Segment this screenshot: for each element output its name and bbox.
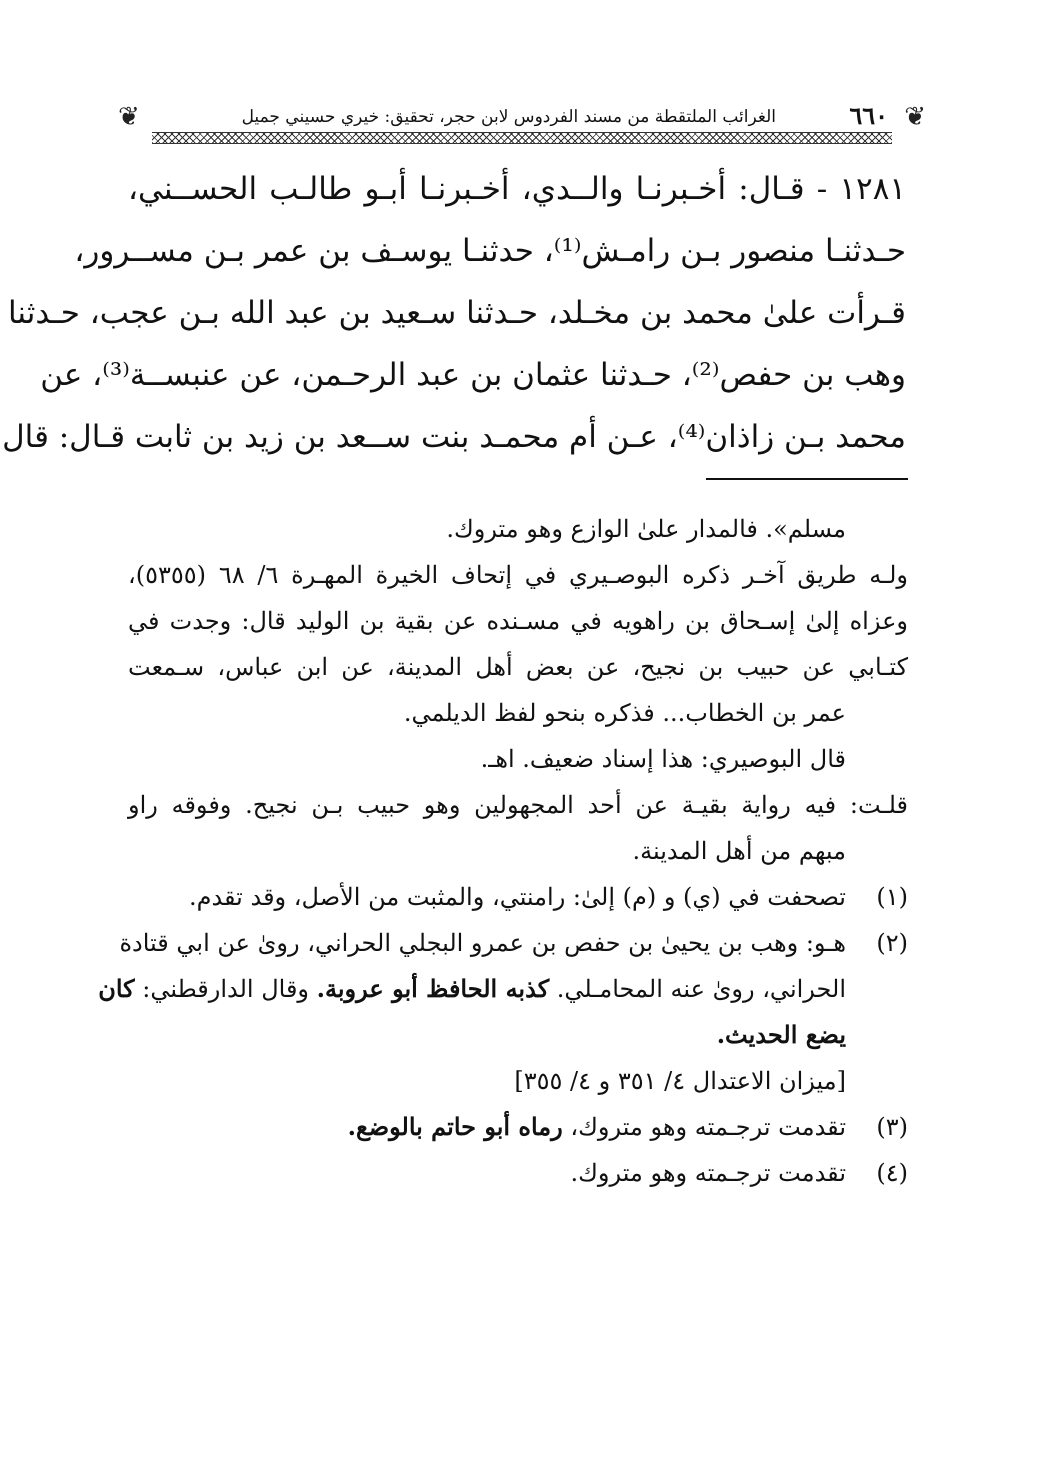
footnote-number: (٣): [876, 1113, 908, 1141]
footnote-2-line-4: [128, 1058, 908, 1104]
ornament-icon: ❦: [118, 102, 140, 132]
footnote-4: [128, 1150, 908, 1196]
footnote-1: [128, 874, 908, 920]
footnote-text: تصحفت في (ي) و (م) إلىٰ: رامنتي، والمثبت من الأصل، وقد تقدم.: [188, 883, 846, 911]
footnote-number: (٢): [876, 929, 908, 957]
footnote-text: [98, 966, 846, 1012]
continued-note-line: قال البوصيري: هذا إسناد ضعيف. اهـ.: [480, 745, 846, 773]
footnote-2: [119, 920, 908, 966]
main-text-line: قـرأت علىٰ محمد بن مخـلد، حـدثنا سـعيد بن عبد الله بـن عجب، حـدثنا: [7, 295, 906, 331]
footnote-separator: [706, 478, 908, 480]
footnote-text: [128, 1104, 846, 1150]
footnote-3: [128, 1104, 908, 1150]
footnote-number: (١): [876, 883, 908, 911]
footnote-text-plain: الحراني، روىٰ عنه المحامـلي.: [556, 975, 846, 1003]
main-text-line: وهب بن حفص⁽²⁾، حـدثنا عثمان بن عبد الرحـمن، عن عنبســة⁽³⁾، عن: [40, 357, 906, 393]
footnote-text-bold: كان: [98, 974, 135, 1003]
footnote-2-line-3: [128, 1012, 908, 1058]
running-header: [118, 100, 926, 146]
footnote-text: تقدمت ترجـمته وهو متروك.: [570, 1159, 846, 1187]
footnote-text-bold: رماه أبو حاتم بالوضع.: [347, 1112, 563, 1141]
continued-note-line: مسلم». فالمدار علىٰ الوازع وهو متروك.: [446, 515, 846, 543]
footnote-2-line-2: [98, 966, 908, 1012]
page-number: ٦٦٠: [849, 101, 888, 130]
continued-note-line: وعزاه إلىٰ إسـحاق بن راهويه في مسـنده عن بقية بن الوليد قال: وجدت في: [128, 607, 909, 635]
continued-note-line: مبهم من أهل المدينة.: [632, 837, 846, 865]
footnotes: [98, 506, 909, 1196]
header-rule: [152, 132, 892, 144]
main-text-line: حـدثنـا منصور بـن رامـش⁽¹⁾، حدثنـا يوسـف بن عمر بـن مســرور،: [74, 233, 906, 269]
footnote-text-plain: وقال الدارقطني:: [142, 975, 310, 1003]
footnote-text-bold: يضع الحديث.: [716, 1020, 846, 1049]
main-text: [2, 158, 906, 468]
ornament-icon: ❦: [904, 102, 926, 132]
footnote-number: (٤): [876, 1159, 908, 1187]
footnote-citation: [ميزان الاعتدال ٤/ ٣٥١ و ٤/ ٣٥٥]: [514, 1067, 846, 1095]
running-title: الغرائب الملتقطة من مسند الفردوس لابن حجر، تحقيق: خيري حسيني جميل: [241, 107, 776, 127]
continued-note-line: ولـه طريق آخـر ذكره البوصـيري في إتحاف الخيرة المهـرة ٦/ ٦٨ (٥٣٥٥)،: [128, 561, 909, 589]
continued-note-line: عمر بن الخطاب... فذكره بنحو لفظ الديلمي.: [403, 699, 846, 727]
footnote-text: هـو: وهب بن يحيىٰ بن حفص بن عمرو البجلي الحراني، روىٰ عن ابي قتادة: [119, 929, 846, 957]
footnote-text-plain: تقدمت ترجـمته وهو متروك،: [570, 1113, 846, 1141]
main-text-line: محمد بـن زاذان⁽⁴⁾، عـن أم محمـد بنت ســعد بن زيد بن ثابت قـال: قال: [2, 419, 906, 455]
main-text-line: ١٢٨١ - قـال: أخـبرنـا والــدي، أخـبرنـا أبـو طالـب الحســني،: [128, 171, 906, 207]
continued-note-line: قلـت: فيه رواية بقيـة عن أحد المجهولين وهو حبيب بـن نجيح. وفوقه راو: [128, 791, 908, 819]
footnote-text-bold: كذبه الحافظ أبو عروبة.: [316, 974, 550, 1003]
continued-note-line: كتـابي عن حبيب بن نجيح، عن بعض أهل المدينة، عن ابن عباس، سـمعت: [128, 653, 908, 681]
